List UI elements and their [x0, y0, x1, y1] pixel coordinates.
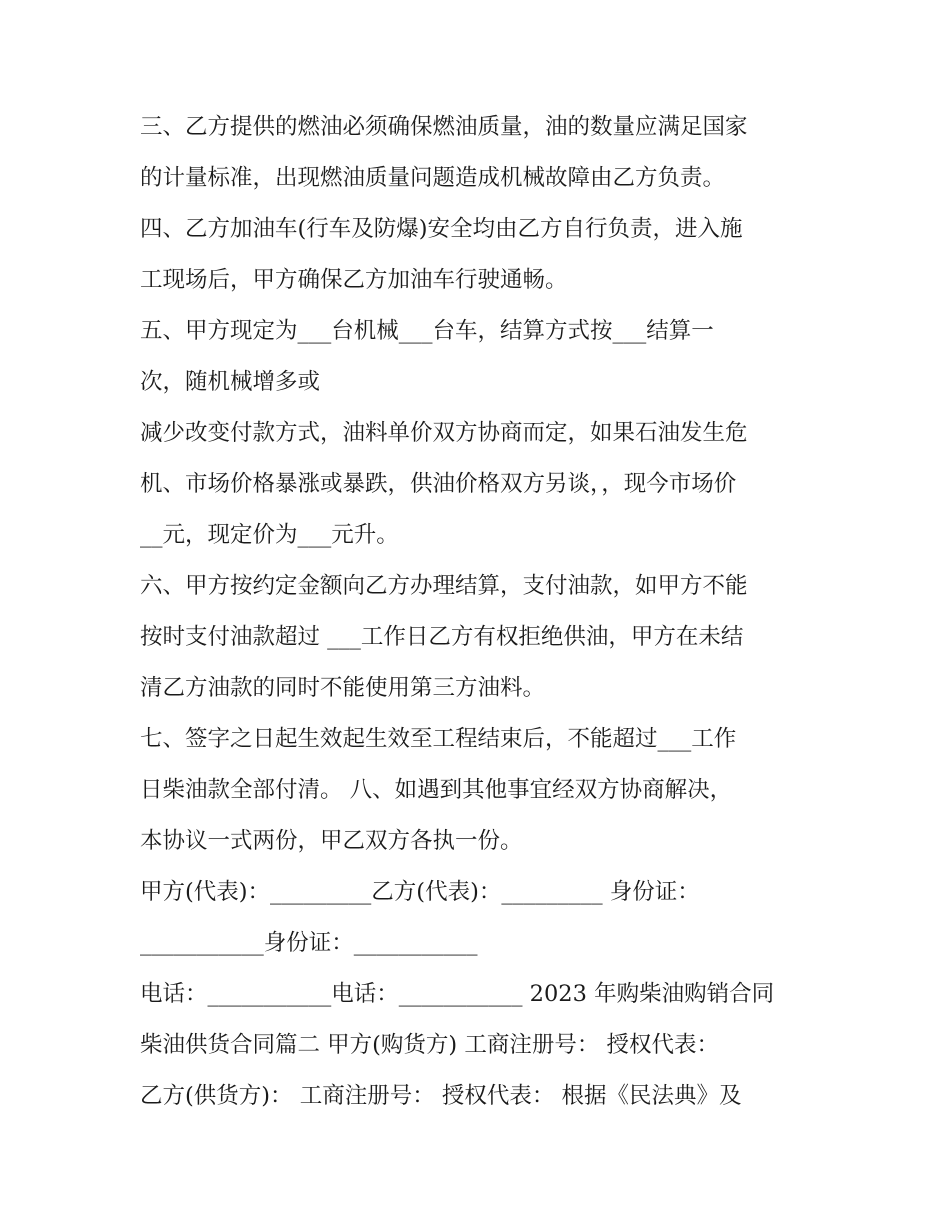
text-line: 清乙方油款的同时不能使用第三方油料。 [140, 675, 546, 701]
text-line: 乙方(供货方)： 工商注册号： 授权代表： 根据《民法典》及 [140, 1083, 742, 1109]
text-line: 四、乙方加油车(行车及防爆)安全均由乙方自行负责，进入施 [140, 216, 743, 242]
text-line: 三、乙方提供的燃油必须确保燃油质量，油的数量应满足国家 [140, 114, 748, 140]
document-body [140, 102, 830, 1122]
signature-line: 甲方(代表)：_________乙方(代表)：_________ 身份证： [140, 879, 700, 905]
text-line: 五、甲方现定为___台机械___台车，结算方式按___结算一 [140, 318, 714, 344]
signature-line: ___________身份证：___________ [140, 930, 478, 956]
text-line: 工现场后，甲方确保乙方加油车行驶通畅。 [140, 267, 568, 293]
text-line: 柴油供货合同篇二 甲方(购货方) 工商注册号： 授权代表： [140, 1032, 720, 1058]
text-line: 次，随机械增多或 [140, 369, 321, 395]
text-line: 七、签字之日起生效起生效至工程结束后，不能超过___工作 [140, 726, 737, 752]
text-line: __元，现定价为___元升。 [140, 522, 399, 548]
text-line: 本协议一式两份，甲乙双方各执一份。 [140, 828, 523, 854]
text-line: 的计量标准，出现燃油质量问题造成机械故障由乙方负责。 [140, 165, 726, 191]
text-line: 六、甲方按约定金额向乙方办理结算，支付油款，如甲方不能 [140, 573, 748, 599]
text-line: 日柴油款全部付清。 八、如遇到其他事宜经双方协商解决， [140, 777, 733, 803]
text-line: 按时支付油款超过 ___工作日乙方有权拒绝供油，甲方在未结 [140, 624, 744, 650]
phone-line: 电话：___________电话：___________ 2023 年购柴油购销合同 [140, 981, 775, 1007]
text-line: 减少改变付款方式，油料单价双方协商而定，如果石油发生危 [140, 420, 748, 446]
text-line: 机、市场价格暴涨或暴跌，供油价格双方另谈，，现今市场价 [140, 471, 737, 497]
